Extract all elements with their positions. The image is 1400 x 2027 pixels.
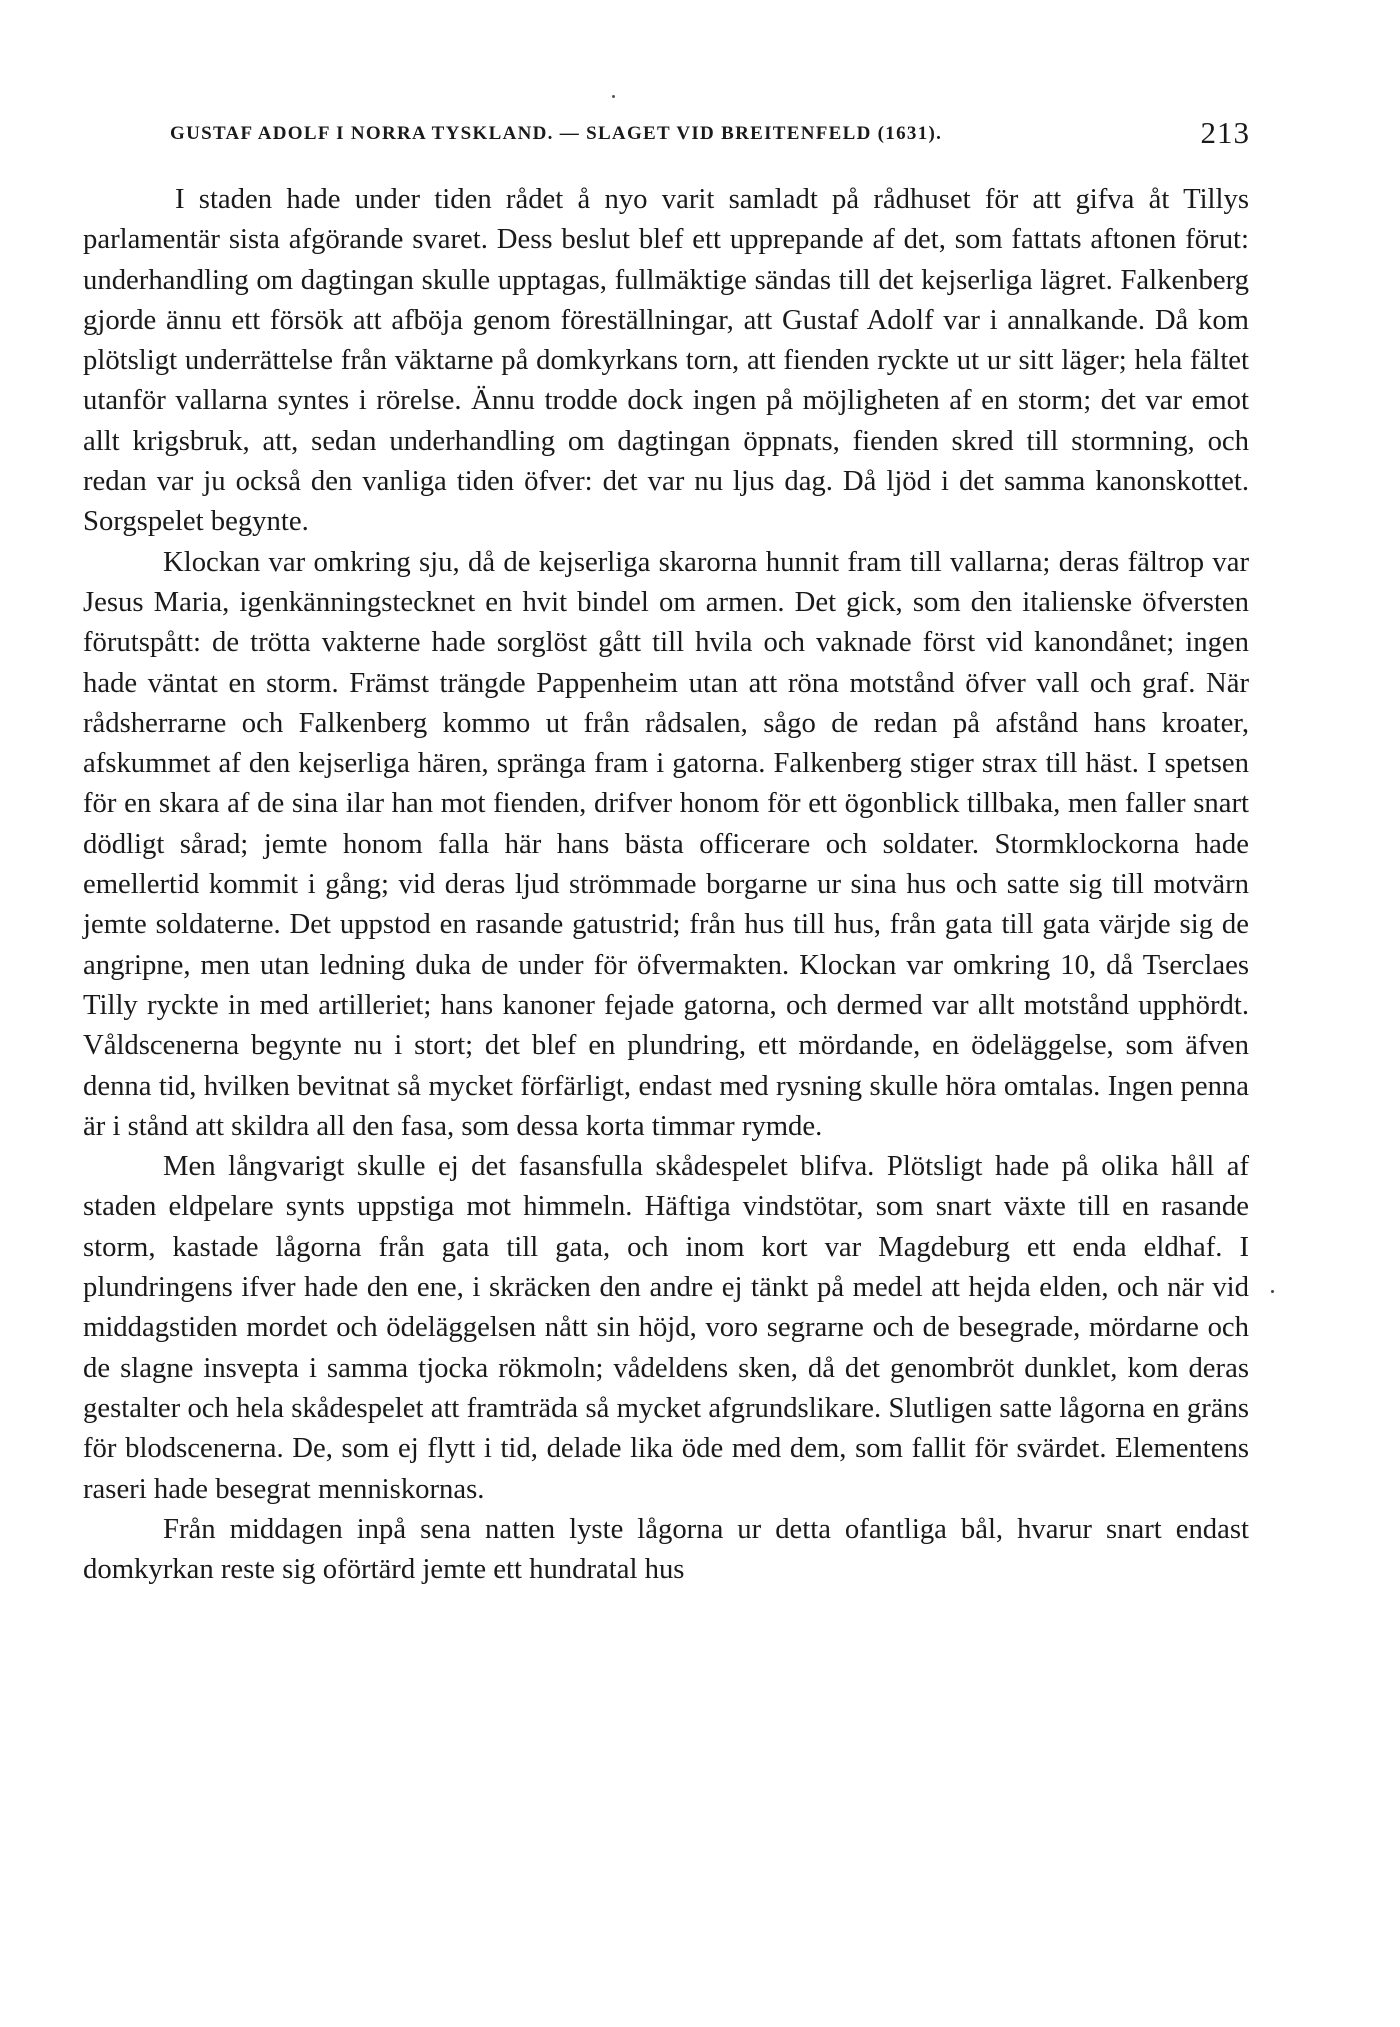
page-number: 213 (1200, 115, 1250, 150)
paragraph-1: I staden hade under tiden rådet å nyo varit samladt på rådhuset för att gifva åt Tillys parlamentär sista afgörande svaret. Dess beslut blef ett upprepande af det, som fattats aftonen förut: underhandling om dagtingan skulle upptagas, fullmäktige sändas till det kejserliga lägret. Falkenberg gjorde ännu ett försök att afböja genom föreställningar, att Gustaf Adolf var i annalkande. Då kom plötsligt underrättelse från väktarne på domkyrkans torn, att fienden ryckte ut ur sitt läger; hela fältet utanför vallarna syntes i rörelse. Ännu trodde dock ingen på möjligheten af en storm; det var emot allt krigsbruk, att, sedan underhandling om dagtingan öppnats, fienden skred till stormning, och redan var ju också den vanliga tiden öfver: det var nu ljus dag. Då ljöd i det samma kanonskottet. Sorgspelet begynte. (83, 183, 1249, 538)
paragraph-3: Men långvarigt skulle ej det fasansfulla skådespelet blifva. Plötsligt hade på olika håll af staden eldpelare synts uppstiga mot himmeln. Häftiga vindstötar, som snart växte till en rasande storm, kastade lågorna från gata till gata, och inom kort var Magdeburg ett enda eldhaf. I plundringens ifver hade den ene, i skräcken den andre ej tänkt på medel att hejda elden, och när vid middagstiden mordet och ödeläggelsen nått sin höjd, voro segrarne och de besegrade, mördarne och de slagne insvepta i samma tjocka rökmoln; vådeldens sken, då det genombröt dunklet, kom deras gestalter och hela skådespelet att framträda så mycket afgrundslikare. Slutligen satte lågorna en gräns för blodscenerna. De, som ej flytt i tid, delade lika öde med dem, som fallit för svärdet. Elementens raseri hade besegrat menniskornas. (83, 1150, 1249, 1505)
running-title: GUSTAF ADOLF I NORRA TYSKLAND. — SLAGET VID BREITENFELD (1631). (170, 123, 943, 144)
running-header (170, 115, 1250, 155)
paragraph-4: Från middagen inpå sena natten lyste lågorna ur detta ofantliga bål, hvarur snart endast domkyrkan reste sig oförtärd jemte ett hundratal hus (83, 1512, 1249, 1586)
paragraph-2: Klockan var omkring sju, då de kejserliga skarorna hunnit fram till vallarna; deras fältrop var Jesus Maria, igenkänningstecknet en hvit bindel om armen. Det gick, som den italienske öfversten förutspått: de trötta vakterne hade sorglöst gått till hvila och vaknade först vid kanondånet; ingen hade väntat en storm. Främst trängde Pappenheim utan att röna motstånd öfver vall och graf. När rådsherrarne och Falkenberg kommo ut från rådsalen, sågo de redan på afstånd hans kroater, afskummet af den kejserliga hären, spränga fram i gatorna. Falkenberg stiger strax till häst. I spetsen för en skara af de sina ilar han mot fienden, drifver honom för ett ögonblick tillbaka, men faller snart dödligt sårad; jemte honom falla här hans bästa officerare och soldater. Stormklockorna hade emellertid kommit i gång; vid deras ljud strömmade borgarne ur sina hus och satte sig till motvärn jemte soldaterne. Det uppstod en rasande gatustrid; från hus till hus, från gata till gata värjde sig de angripne, men utan ledning duka de under för öfvermakten. Klockan var omkring 10, då Tserclaes Tilly ryckte in med artilleriet; hans kanoner fejade gatorna, och dermed var allt motstånd upphördt. Våldscenerna begynte nu i stort; det blef en plundring, ett mördande, en ödeläggelse, som äfven denna tid, hvilken bevitnat så mycket förfärligt, endast med rysning skulle höra omtalas. Ingen penna är i stånd att skildra all den fasa, som dessa korta timmar rymde. (83, 545, 1249, 1142)
print-speck (612, 95, 615, 98)
body-text (83, 179, 1249, 1589)
margin-speck (1271, 1290, 1274, 1293)
